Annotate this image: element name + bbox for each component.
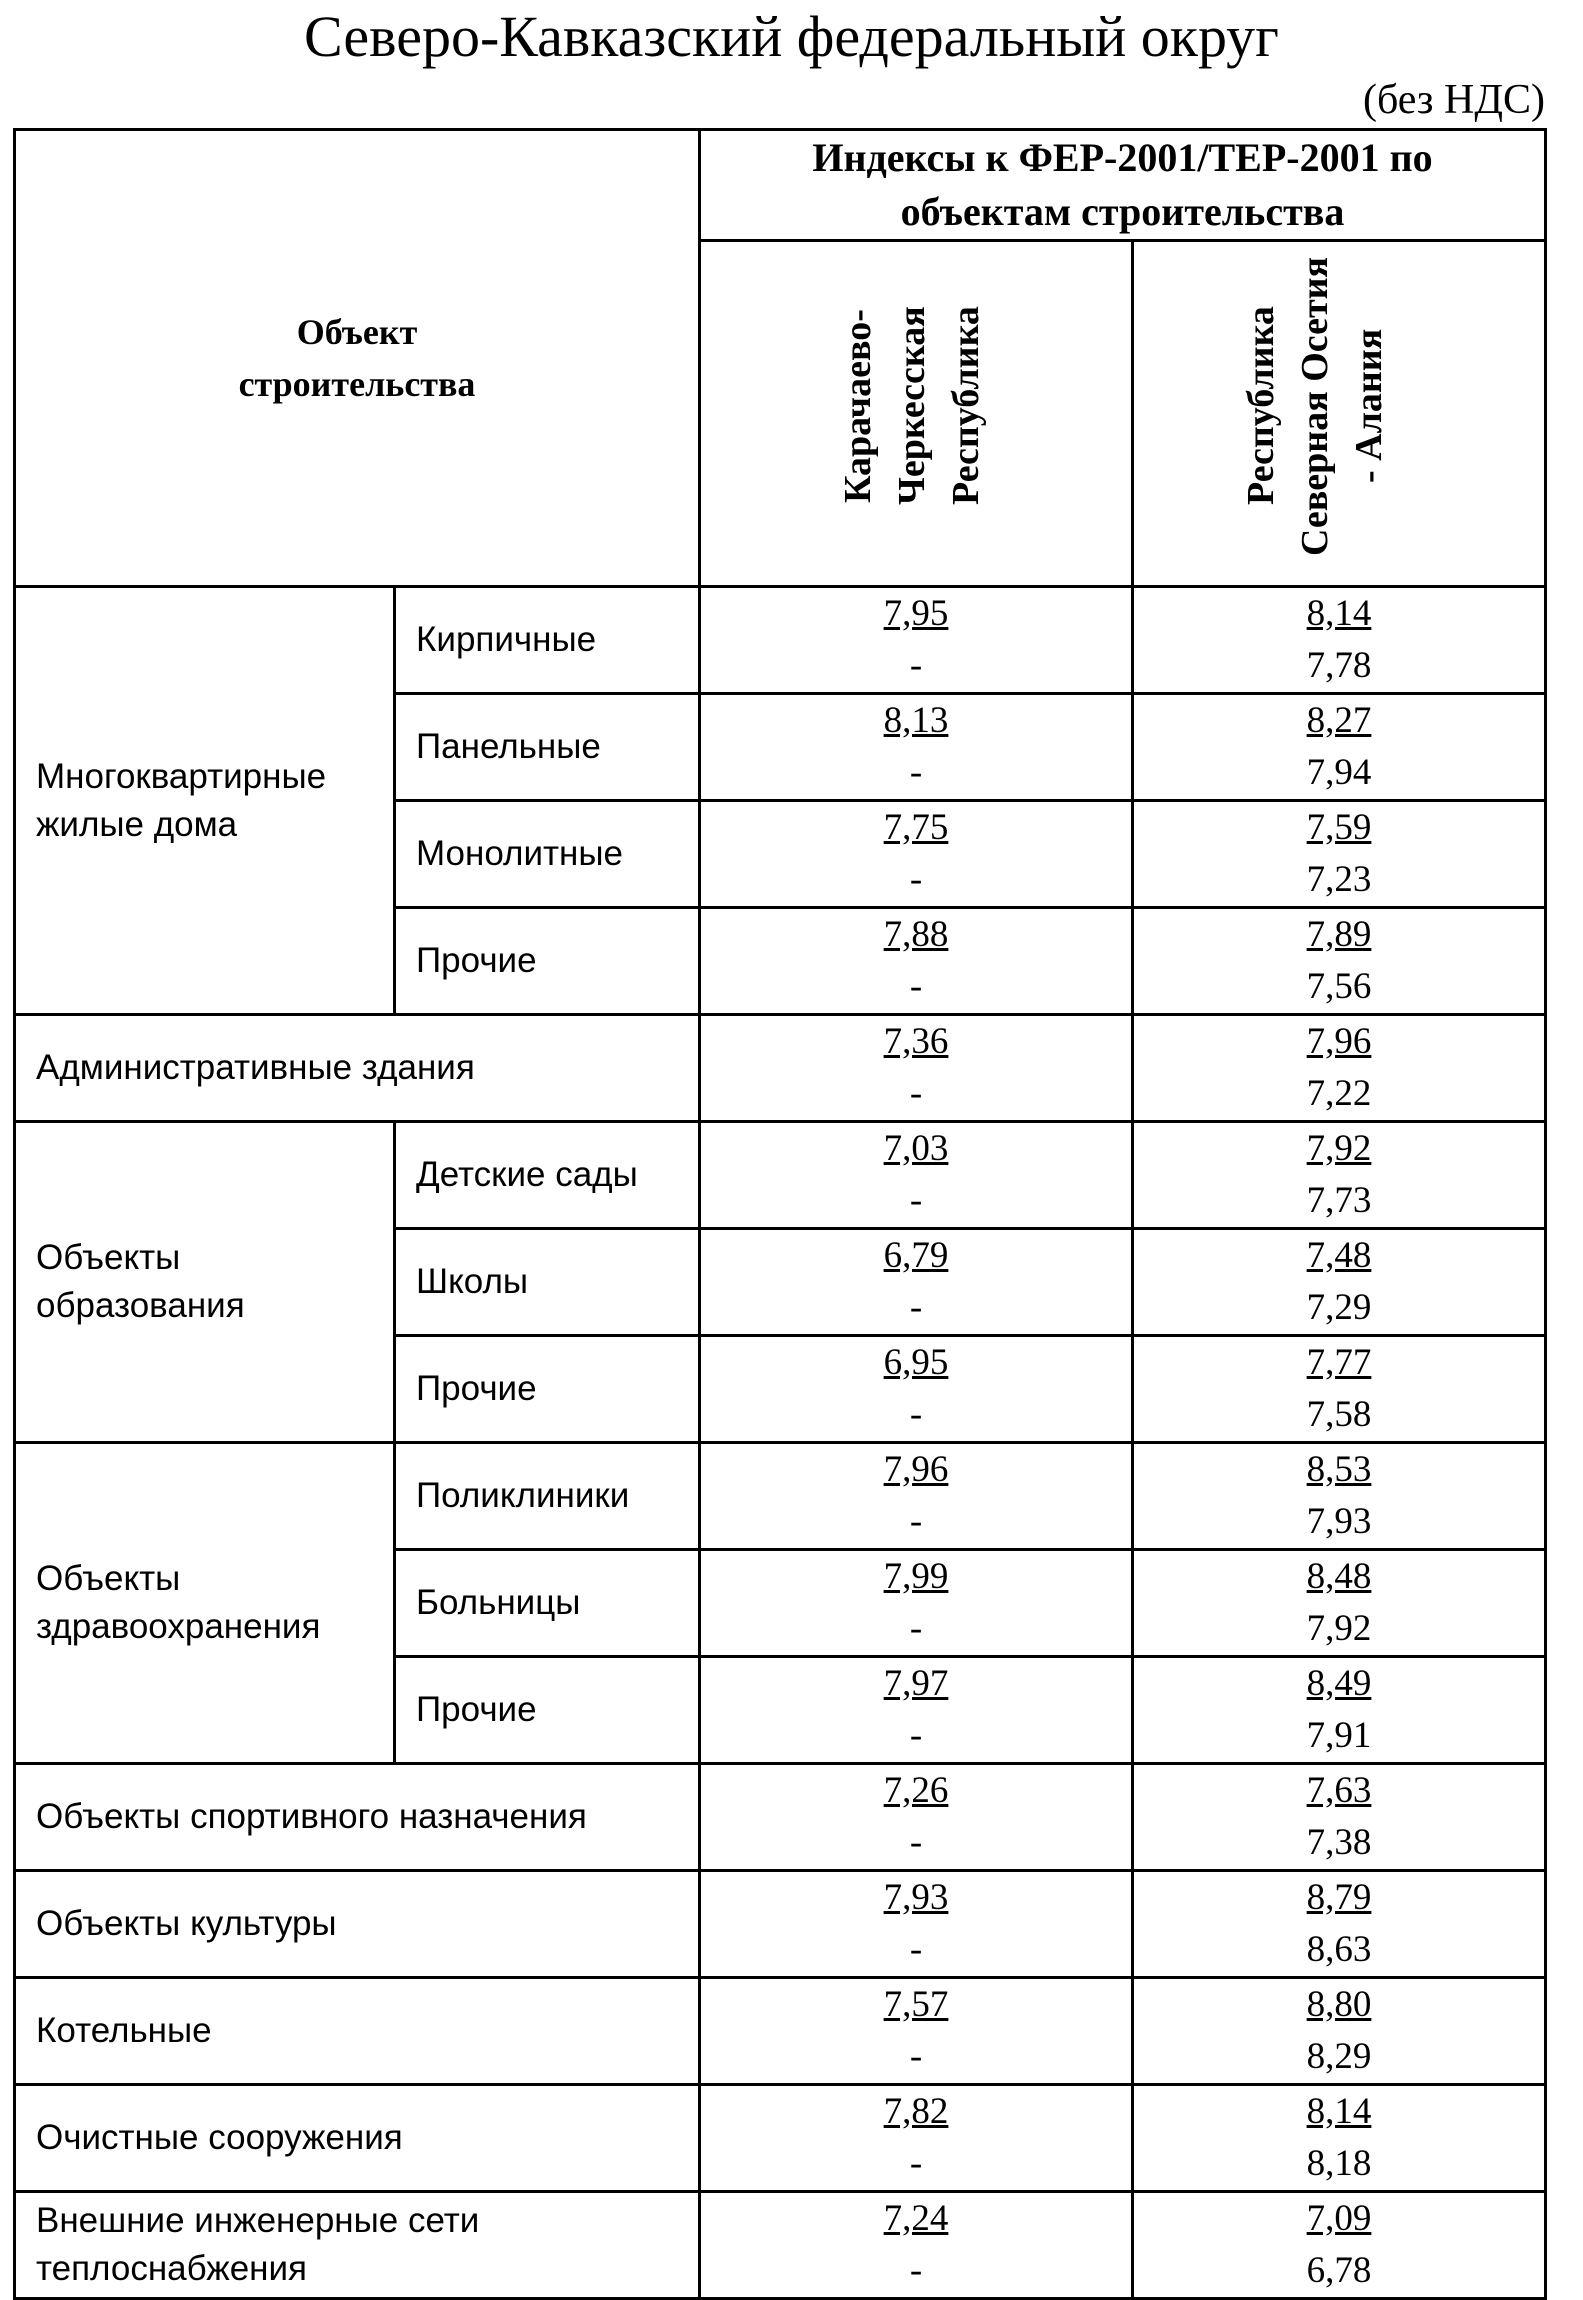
value-numerator: 7,59 bbox=[1306, 807, 1372, 848]
value-denominator: - bbox=[909, 1501, 923, 1542]
value-denominator: 7,73 bbox=[1306, 1180, 1372, 1221]
value-cell-kchr bbox=[700, 1122, 1133, 1229]
value-denominator: - bbox=[909, 859, 923, 900]
value-numerator: 8,53 bbox=[1306, 1449, 1372, 1490]
value-numerator: 8,49 bbox=[1306, 1663, 1372, 1704]
value-numerator: 8,14 bbox=[1306, 2091, 1372, 2132]
column-header-kchr: Карачаево-Черкесская Республика bbox=[700, 241, 1133, 587]
header-row bbox=[15, 130, 1546, 241]
table-row bbox=[15, 1015, 1546, 1122]
value-cell-rso bbox=[1133, 694, 1546, 801]
value-numerator: 8,79 bbox=[1306, 1877, 1372, 1918]
row-label: Поликлиники bbox=[395, 1443, 700, 1550]
value-cell-kchr bbox=[700, 1443, 1133, 1550]
table-row bbox=[15, 1443, 1546, 1550]
row-label: Прочие bbox=[395, 1336, 700, 1443]
value-numerator: 6,79 bbox=[883, 1235, 949, 1276]
row-label: Прочие bbox=[395, 908, 700, 1015]
value-numerator: 8,80 bbox=[1306, 1984, 1372, 2025]
header-object: Объект строительства bbox=[15, 130, 700, 587]
value-numerator: 7,24 bbox=[883, 2198, 949, 2239]
row-label: Детские сады bbox=[395, 1122, 700, 1229]
value-denominator: - bbox=[909, 1180, 923, 1221]
value-denominator: 7,94 bbox=[1306, 752, 1372, 793]
value-cell-kchr bbox=[700, 2192, 1133, 2299]
value-numerator: 7,36 bbox=[883, 1021, 949, 1062]
value-numerator: 7,88 bbox=[883, 914, 949, 955]
value-numerator: 7,75 bbox=[883, 807, 949, 848]
value-cell-kchr bbox=[700, 1764, 1133, 1871]
value-denominator: 7,58 bbox=[1306, 1394, 1372, 1435]
value-numerator: 7,48 bbox=[1306, 1235, 1372, 1276]
value-cell-rso bbox=[1133, 1122, 1546, 1229]
value-denominator: 6,78 bbox=[1306, 2250, 1372, 2291]
value-denominator: - bbox=[909, 1394, 923, 1435]
value-numerator: 7,99 bbox=[883, 1556, 949, 1597]
value-numerator: 7,96 bbox=[883, 1449, 949, 1490]
row-label: Административные здания bbox=[15, 1015, 700, 1122]
value-denominator: 7,22 bbox=[1306, 1073, 1372, 1114]
value-cell-rso bbox=[1133, 1229, 1546, 1336]
value-denominator: - bbox=[909, 645, 923, 686]
value-cell-kchr bbox=[700, 694, 1133, 801]
value-cell-kchr bbox=[700, 1550, 1133, 1657]
row-label: Прочие bbox=[395, 1657, 700, 1764]
row-label: Объекты культуры bbox=[15, 1871, 700, 1978]
value-cell-kchr bbox=[700, 1978, 1133, 2085]
value-cell-rso bbox=[1133, 1978, 1546, 2085]
value-denominator: - bbox=[909, 1929, 923, 1970]
value-denominator: 7,92 bbox=[1306, 1608, 1372, 1649]
value-denominator: 8,63 bbox=[1306, 1929, 1372, 1970]
row-label: Панельные bbox=[395, 694, 700, 801]
value-denominator: - bbox=[909, 1287, 923, 1328]
row-label: Больницы bbox=[395, 1550, 700, 1657]
value-denominator: - bbox=[909, 2143, 923, 2184]
value-denominator: 7,38 bbox=[1306, 1822, 1372, 1863]
value-cell-kchr bbox=[700, 2085, 1133, 2192]
value-numerator: 7,92 bbox=[1306, 1128, 1372, 1169]
value-cell-kchr bbox=[700, 1336, 1133, 1443]
row-label: Котельные bbox=[15, 1978, 700, 2085]
value-cell-rso bbox=[1133, 1657, 1546, 1764]
value-numerator: 7,96 bbox=[1306, 1021, 1372, 1062]
value-numerator: 7,26 bbox=[883, 1770, 949, 1811]
value-numerator: 7,95 bbox=[883, 593, 949, 634]
value-numerator: 8,13 bbox=[883, 700, 949, 741]
value-numerator: 7,77 bbox=[1306, 1342, 1372, 1383]
value-numerator: 7,89 bbox=[1306, 914, 1372, 955]
value-denominator: 7,78 bbox=[1306, 645, 1372, 686]
row-label: Монолитные bbox=[395, 801, 700, 908]
group-label-education: Объекты образования bbox=[15, 1122, 395, 1443]
value-numerator: 7,97 bbox=[883, 1663, 949, 1704]
value-denominator: 7,23 bbox=[1306, 859, 1372, 900]
value-denominator: - bbox=[909, 2250, 923, 2291]
value-cell-kchr bbox=[700, 587, 1133, 694]
page-title: Северо-Кавказский федеральный округ bbox=[304, 4, 1279, 69]
value-denominator: 7,29 bbox=[1306, 1287, 1372, 1328]
value-cell-rso bbox=[1133, 1015, 1546, 1122]
value-cell-rso bbox=[1133, 2085, 1546, 2192]
value-numerator: 7,63 bbox=[1306, 1770, 1372, 1811]
value-cell-kchr bbox=[700, 1015, 1133, 1122]
table-row bbox=[15, 1871, 1546, 1978]
value-numerator: 7,82 bbox=[883, 2091, 949, 2132]
value-numerator: 7,57 bbox=[883, 1984, 949, 2025]
table-row bbox=[15, 1978, 1546, 2085]
value-cell-rso bbox=[1133, 908, 1546, 1015]
value-denominator: 7,93 bbox=[1306, 1501, 1372, 1542]
value-cell-rso bbox=[1133, 1336, 1546, 1443]
header-indices: Индексы к ФЕР-2001/ТЕР-2001 по объектам строительства bbox=[700, 130, 1546, 241]
value-denominator: - bbox=[909, 2036, 923, 2077]
vat-note: (без НДС) bbox=[1362, 77, 1545, 123]
value-cell-kchr bbox=[700, 1229, 1133, 1336]
value-cell-rso bbox=[1133, 1764, 1546, 1871]
table-row bbox=[15, 2085, 1546, 2192]
value-numerator: 8,27 bbox=[1306, 700, 1372, 741]
table-row bbox=[15, 1764, 1546, 1871]
value-cell-kchr bbox=[700, 1871, 1133, 1978]
value-cell-kchr bbox=[700, 908, 1133, 1015]
value-denominator: - bbox=[909, 966, 923, 1007]
value-denominator: 8,18 bbox=[1306, 2143, 1372, 2184]
value-denominator: - bbox=[909, 752, 923, 793]
row-label: Объекты спортивного назначения bbox=[15, 1764, 700, 1871]
index-table bbox=[13, 128, 1547, 2300]
row-label: Очистные сооружения bbox=[15, 2085, 700, 2192]
value-denominator: - bbox=[909, 1608, 923, 1649]
value-denominator: 8,29 bbox=[1306, 2036, 1372, 2077]
value-denominator: 7,91 bbox=[1306, 1715, 1372, 1756]
group-label-health: Объекты здравоохранения bbox=[15, 1443, 395, 1764]
value-numerator: 8,48 bbox=[1306, 1556, 1372, 1597]
column-header-rso: Республика Северная Осетия - Алания bbox=[1133, 241, 1546, 587]
value-cell-rso bbox=[1133, 2192, 1546, 2299]
value-numerator: 7,09 bbox=[1306, 2198, 1372, 2239]
table-row bbox=[15, 1122, 1546, 1229]
value-denominator: - bbox=[909, 1715, 923, 1756]
row-label: Кирпичные bbox=[395, 587, 700, 694]
row-label: Внешние инженерные сети теплоснабжения bbox=[15, 2192, 700, 2299]
value-denominator: - bbox=[909, 1822, 923, 1863]
table-row bbox=[15, 587, 1546, 694]
value-denominator: 7,56 bbox=[1306, 966, 1372, 1007]
table-row bbox=[15, 2192, 1546, 2299]
value-cell-kchr bbox=[700, 801, 1133, 908]
value-denominator: - bbox=[909, 1073, 923, 1114]
value-numerator: 6,95 bbox=[883, 1342, 949, 1383]
value-numerator: 7,03 bbox=[883, 1128, 949, 1169]
value-cell-rso bbox=[1133, 801, 1546, 908]
value-numerator: 8,14 bbox=[1306, 593, 1372, 634]
value-cell-rso bbox=[1133, 1871, 1546, 1978]
value-cell-rso bbox=[1133, 587, 1546, 694]
value-cell-kchr bbox=[700, 1657, 1133, 1764]
value-cell-rso bbox=[1133, 1550, 1546, 1657]
value-numerator: 7,93 bbox=[883, 1877, 949, 1918]
row-label: Школы bbox=[395, 1229, 700, 1336]
group-label-apartments: Многоквартирные жилые дома bbox=[15, 587, 395, 1015]
value-cell-rso bbox=[1133, 1443, 1546, 1550]
